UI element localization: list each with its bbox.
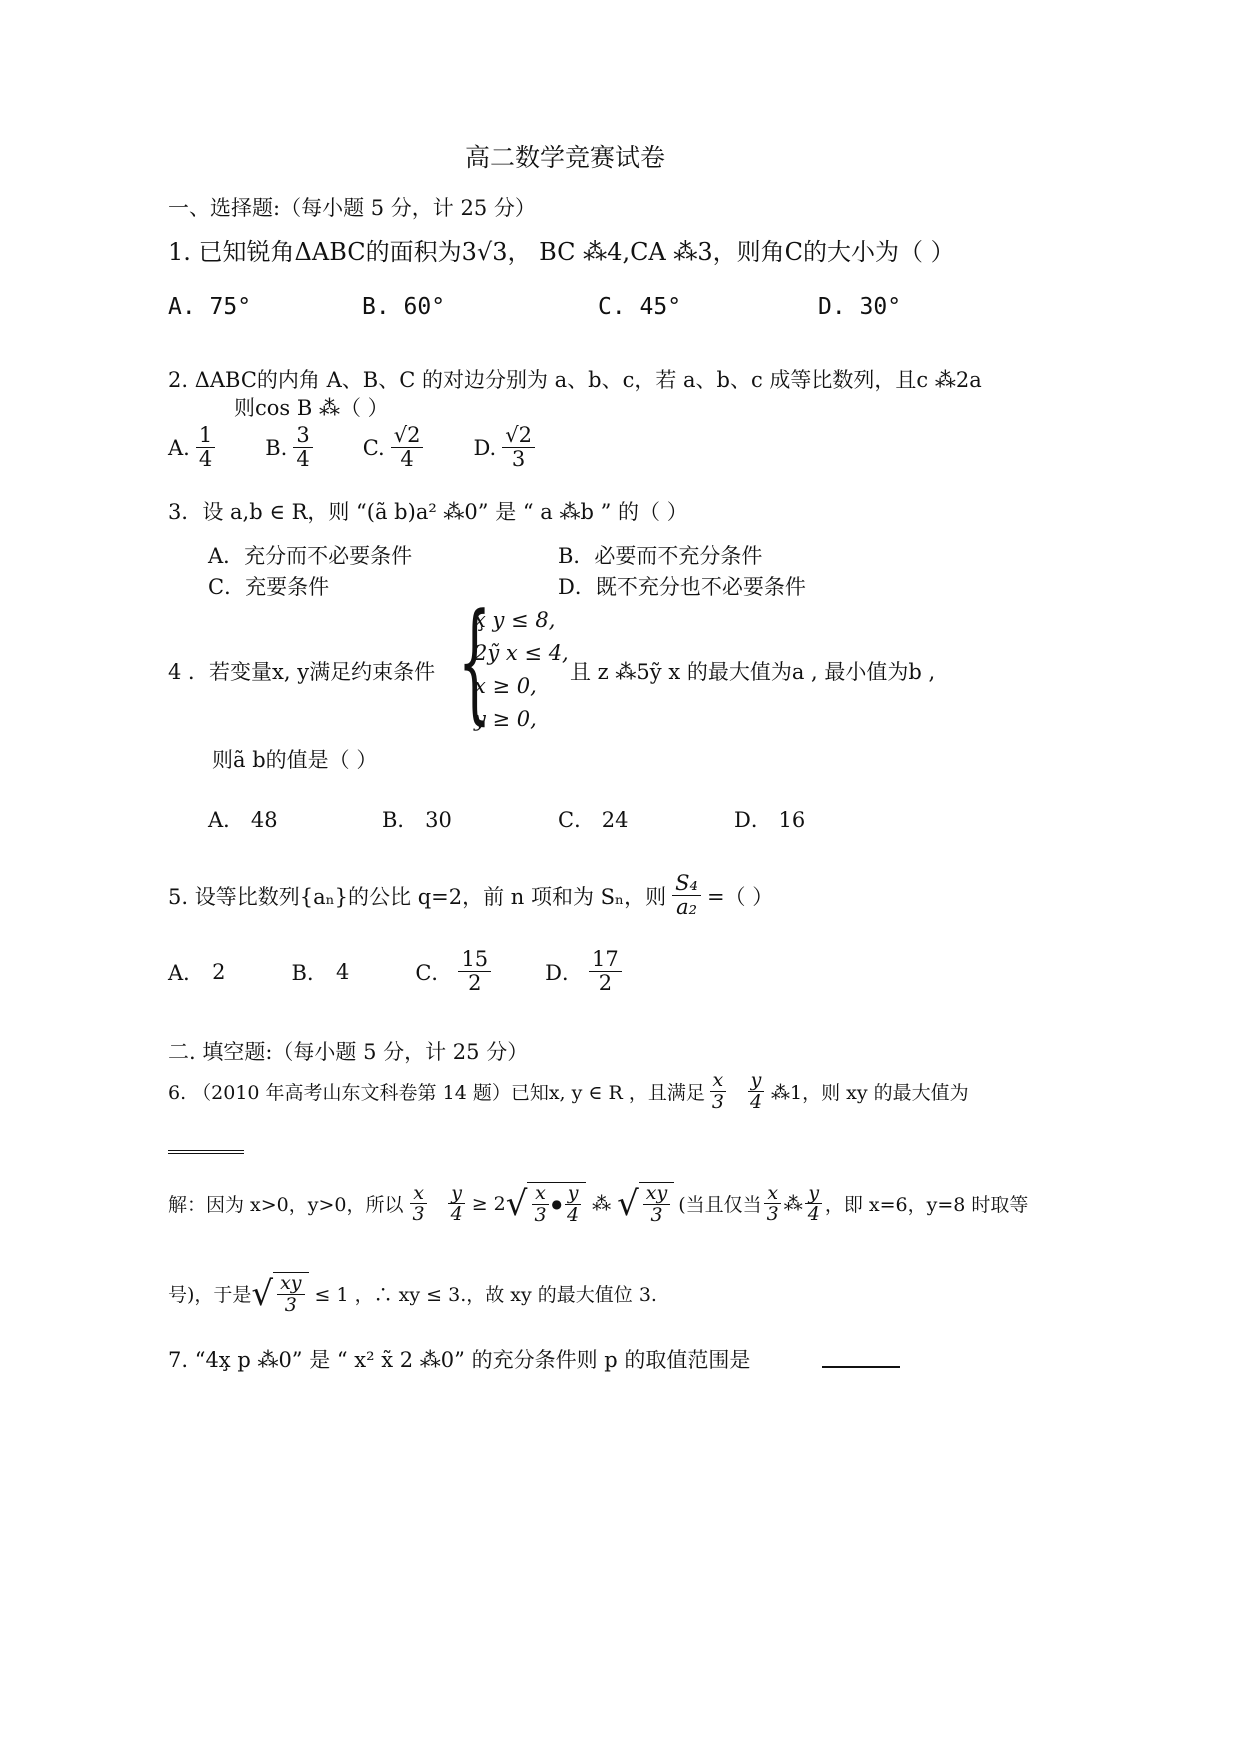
question-5-tail: =（ ） [706, 884, 774, 909]
q6-frac-y4 [747, 1070, 765, 1113]
q5-label-c: C． [415, 960, 453, 985]
sqrt-icon: √ [505, 1183, 528, 1224]
sqrt-icon: √ [617, 1183, 639, 1224]
q2-label-a: A. [168, 435, 190, 460]
q6-frac-x3 [709, 1070, 727, 1113]
q4-option-a: A． 48 [208, 808, 278, 832]
question-3-text: 3．设 a,b ∈ R，则 “(ã b)a² ⁂0” 是 “ a ⁂b ” 的（ ） [168, 500, 688, 524]
sol-radical-3 [273, 1272, 308, 1316]
constraint-brace: { [458, 585, 492, 737]
q1-option-c: C. 45° [598, 294, 682, 320]
sol-r2-den: 4 [567, 1203, 580, 1226]
q2-option-c [391, 424, 424, 471]
sol-r2 [564, 1183, 582, 1226]
sol-f1-den: 3 [412, 1203, 425, 1226]
sol-r3-num: xy [643, 1183, 670, 1205]
q3-option-b: B．必要而不充分条件 [558, 544, 763, 568]
q5-frac-den: a₂ [676, 895, 698, 920]
q2-d-den: 3 [511, 447, 526, 472]
sqrt-icon: √ [251, 1273, 274, 1314]
question-1-text: 1. 已知锐角ΔABC的面积为3√3， BC ⁂4,CA ⁂3，则角C的大小为（ ） [168, 238, 955, 266]
q2-a-num: 1 [196, 424, 215, 448]
question-5-text: 5. 设等比数列{aₙ}的公比 q=2，前 n 项和为 Sₙ，则 [168, 884, 667, 909]
sol-f1-num: x [410, 1183, 427, 1205]
q2-label-b: B. [265, 435, 288, 460]
sol-c1-num: x [764, 1183, 781, 1205]
q5-frac-num: S₄ [672, 872, 701, 896]
q7-answer-blank[interactable] [822, 1366, 900, 1368]
sol-frac-x3 [410, 1183, 428, 1226]
question-2-line1: 2. ΔABC的内角 A、B、C 的对边分别为 a、b、c，若 a、b、c 成等比数列，且c ⁂2a [168, 368, 982, 392]
q4-option-b: B． 30 [382, 808, 452, 832]
q6-f2-num: y [748, 1070, 765, 1092]
q4-option-d: D． 16 [734, 808, 806, 832]
sol-c1-den: 3 [766, 1203, 779, 1226]
sol-cond-eq: ⁂ [783, 1192, 803, 1215]
sol-cond-y4 [805, 1183, 823, 1226]
sol-f2-den: 4 [450, 1203, 463, 1226]
q2-c-num: √2 [391, 424, 424, 448]
q5-d-den: 2 [598, 971, 613, 996]
sol-c2-num: y [805, 1183, 822, 1205]
solution-line-2 [168, 1272, 657, 1316]
q4-option-c: C． 24 [558, 808, 629, 832]
sol-r1 [531, 1183, 549, 1226]
sol-r3 [643, 1183, 670, 1226]
q6-f1-num: x [710, 1070, 727, 1092]
q5-option-a: 2 [212, 959, 226, 984]
sol-r3-den: 3 [650, 1203, 663, 1226]
question-7-text: 7. “4x̧ p ⁂0” 是 “ x² x̃ 2 ⁂0” 的充分条件则 p 的取值范围是 [168, 1348, 751, 1372]
q4-constraint-1: x̧ y ≤ 8, [474, 608, 556, 632]
question-2-line2: 则cos B ⁂（ ） [234, 396, 389, 420]
solution-lead: 解：因为 x>0，y>0，所以 [168, 1194, 404, 1217]
q6-f2-den: 4 [749, 1090, 763, 1113]
q2-a-den: 4 [198, 447, 213, 472]
sol-paren: (当且仅当 [678, 1194, 762, 1217]
q2-option-b [293, 424, 312, 471]
q6-answer-blank[interactable] [168, 1150, 244, 1154]
sol-radical-2 [639, 1182, 674, 1226]
q2-d-num: √2 [502, 424, 535, 448]
q5-label-a: A． [168, 960, 205, 985]
sol-r1-num: x [532, 1183, 549, 1205]
sol-cond-tail: ，即 x=6，y=8 时取等 [824, 1194, 1029, 1217]
question-6-tail: ⁂1，则 xy 的最大值为 [771, 1081, 969, 1104]
sol-r4-den: 3 [284, 1293, 297, 1316]
dot-icon: ● [551, 1197, 563, 1212]
q2-label-c: C. [362, 435, 385, 460]
sol-ge: ≥ 2 [471, 1192, 506, 1215]
q6-f1-den: 3 [711, 1090, 724, 1113]
q3-option-d: D．既不充分也不必要条件 [558, 575, 806, 599]
q5-option-d [589, 948, 622, 995]
q5-d-num: 17 [589, 948, 622, 972]
q2-label-d: D. [473, 435, 497, 460]
q2-b-den: 4 [296, 447, 310, 472]
q4-constraint-2: 2ỹ x ≤ 4, [474, 641, 569, 665]
sol-line2-tail: ≤ 1 ，∴ xy ≤ 3.，故 xy 的最大值位 3. [314, 1284, 657, 1307]
question-5 [168, 872, 773, 919]
q5-option-b: 4 [335, 959, 350, 984]
sol-f2-num: y [448, 1183, 465, 1205]
q2-option-d [502, 424, 535, 471]
q1-option-d: D. 30° [818, 294, 902, 320]
q2-c-den: 4 [400, 447, 414, 472]
q2-b-num: 3 [293, 424, 312, 448]
sol-r1-den: 3 [534, 1203, 547, 1226]
question-4-tail: 且 z ⁂5ỹ x 的最大值为a , 最小值为b , [570, 660, 936, 684]
q5-options [168, 948, 628, 995]
question-6-lead: 6. （2010 年高考山东文科卷第 14 题）已知x, y ∈ R ，且满足 [168, 1081, 705, 1104]
q5-label-b: B． [291, 960, 328, 985]
sol-cond-x3 [764, 1183, 782, 1226]
section-heading-fill: 二. 填空题:（每小题 5 分，计 25 分） [168, 1040, 529, 1064]
q1-option-a: A. 75° [168, 294, 252, 320]
q4-constraint-4: y ≥ 0, [474, 707, 537, 731]
q5-c-den: 2 [468, 971, 482, 996]
sol-r2-num: y [565, 1183, 582, 1205]
question-4-line2: 则ã b的值是（ ） [212, 748, 378, 772]
q1-option-b: B. 60° [362, 294, 446, 320]
sol-c2-den: 4 [807, 1203, 820, 1226]
page-title: 高二数学竞赛试卷 [465, 143, 666, 172]
q3-option-c: C．充要条件 [208, 575, 330, 599]
q5-label-d: D． [545, 960, 584, 985]
sol-frac-y4 [448, 1183, 466, 1226]
question-4-lead: 4 ．若变量x, y满足约束条件 [168, 660, 436, 684]
sol-line2-lead: 号)，于是 [168, 1284, 252, 1307]
q2-option-a [196, 424, 215, 471]
sol-radical-1 [527, 1182, 586, 1226]
section-heading-choice: 一、选择题:（每小题 5 分，计 25 分） [168, 196, 536, 220]
sol-eq: ⁂ [592, 1192, 612, 1215]
q5-c-num: 15 [458, 948, 491, 972]
sol-r4-num: xy [277, 1273, 304, 1295]
q4-constraint-3: x ≥ 0, [474, 674, 537, 698]
q2-options [168, 424, 541, 471]
solution-line-1 [168, 1182, 1028, 1226]
question-6 [168, 1070, 969, 1113]
q3-option-a: A．充分而不必要条件 [208, 544, 413, 568]
q5-fraction [672, 872, 701, 919]
q5-option-c [458, 948, 491, 995]
sol-r4 [277, 1273, 304, 1316]
